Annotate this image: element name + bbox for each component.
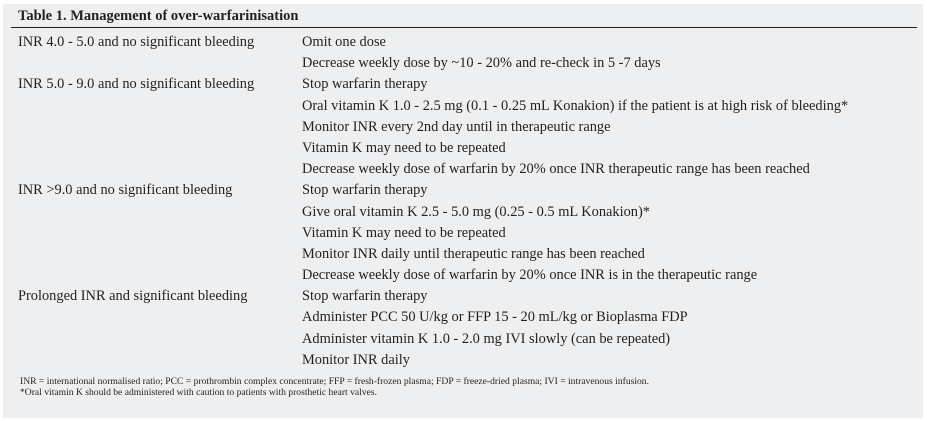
footnote-abbreviations: INR = international normalised ratio; PCC = prothrombin complex concentrate; FFP = fresh-frozen plasma; FDP = freeze-dried plasma; IVI = intravenous infusion. <box>20 376 650 387</box>
actions-cell <box>302 74 923 180</box>
actions-cell <box>302 32 923 74</box>
action-line: Administer vitamin K 1.0 - 2.0 mg IVI slowly (can be repeated) <box>302 330 671 347</box>
action-line: Vitamin K may need to be repeated <box>302 139 506 156</box>
condition-cell: INR >9.0 and no significant bleeding <box>18 182 233 199</box>
action-line: Decrease weekly dose by ~10 - 20% and re-check in 5 -7 days <box>302 55 661 72</box>
title-rule <box>11 27 917 28</box>
action-line: Monitor INR every 2nd day until in therapeutic range <box>302 118 611 135</box>
action-line: Stop warfarin therapy <box>302 76 428 93</box>
action-line: Vitamin K may need to be repeated <box>302 224 506 241</box>
action-line: Omit one dose <box>302 34 386 50</box>
footnote-caution: *Oral vitamin K should be administered with caution to patients with prosthetic heart valves. <box>20 387 378 398</box>
table-row <box>3 180 923 286</box>
footnotes <box>20 376 649 398</box>
action-line: Give oral vitamin K 2.5 - 5.0 mg (0.25 - 0.5 mL Konakion)* <box>302 203 650 220</box>
table-row <box>3 74 923 180</box>
condition-cell: INR 5.0 - 9.0 and no significant bleeding <box>18 76 255 93</box>
condition-cell: INR 4.0 - 5.0 and no significant bleeding <box>18 34 255 50</box>
actions-cell <box>302 180 923 286</box>
table-panel <box>3 4 923 418</box>
condition-cell: Prolonged INR and significant bleeding <box>18 288 248 305</box>
action-line: Oral vitamin K 1.0 - 2.5 mg (0.1 - 0.25 mL Konakion) if the patient is at high risk of bleeding* <box>302 97 849 114</box>
action-line: Monitor INR daily <box>302 351 410 368</box>
action-line: Stop warfarin therapy <box>302 182 428 199</box>
action-line: Decrease weekly dose of warfarin by 20% once INR therapeutic range has been reached <box>302 161 810 178</box>
table-row <box>3 286 923 371</box>
actions-cell <box>302 286 923 371</box>
action-line: Administer PCC 50 U/kg or FFP 15 - 20 mL/kg or Bioplasma FDP <box>302 309 688 326</box>
table-body <box>3 32 923 371</box>
table-row <box>3 32 923 74</box>
action-line: Decrease weekly dose of warfarin by 20% once INR is in the therapeutic range <box>302 267 758 284</box>
table-title: Table 1. Management of over-warfarinisation <box>18 8 299 24</box>
action-line: Monitor INR daily until therapeutic range has been reached <box>302 245 645 262</box>
action-line: Stop warfarin therapy <box>302 288 428 305</box>
